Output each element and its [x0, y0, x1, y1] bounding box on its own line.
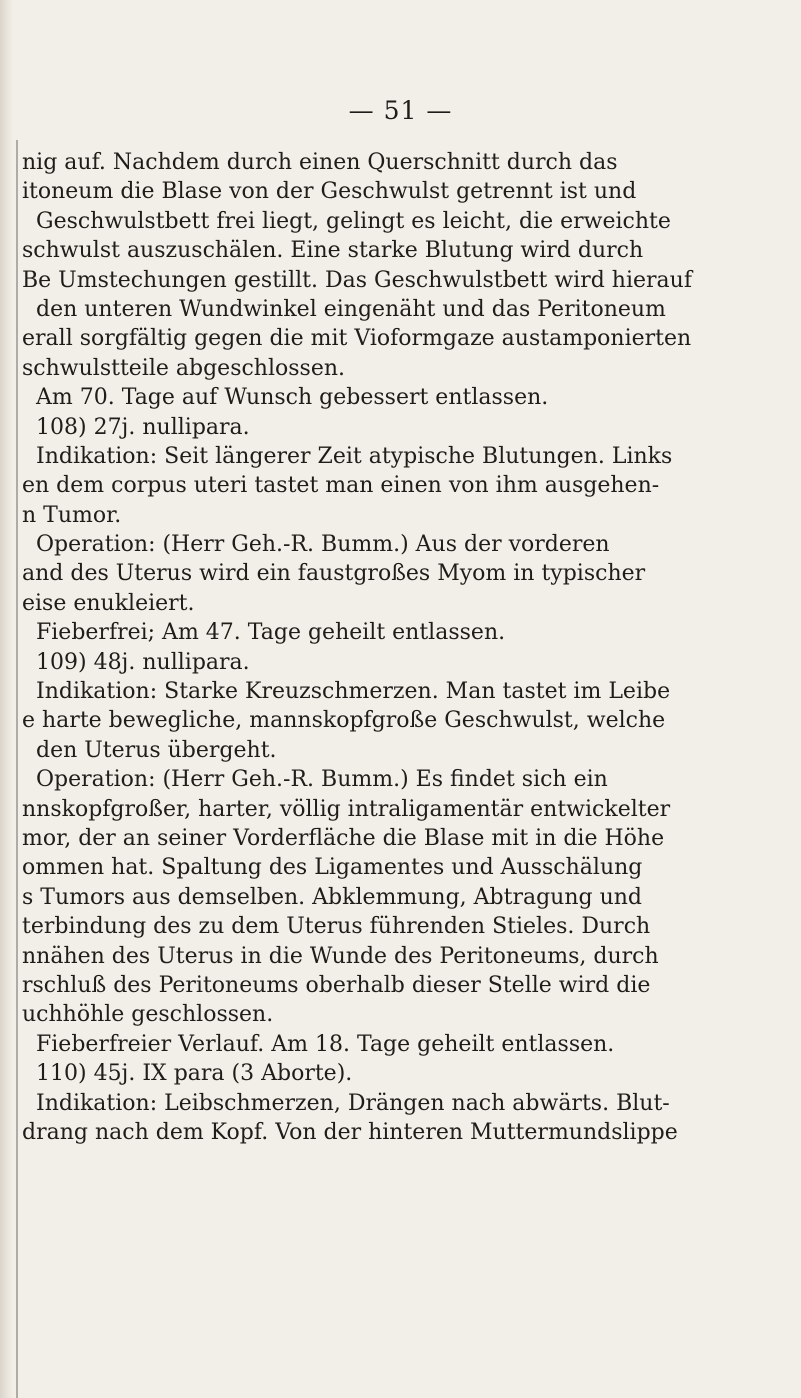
binding-edge-line: [16, 140, 18, 1398]
text-line: Am 70. Tage auf Wunsch gebessert entlassen.: [36, 385, 549, 411]
text-line: en dem corpus uteri tastet man einen von ihm ausgehen-: [22, 473, 660, 499]
text-line: Fieberfrei; Am 47. Tage geheilt entlassen.: [36, 620, 506, 646]
text-line: nig auf. Nachdem durch einen Querschnitt durch das: [22, 150, 618, 175]
text-line: terbindung des zu dem Uterus führenden Stieles. Durch: [22, 914, 651, 940]
text-line: nnähen des Uterus in die Wunde des Peritoneums, durch: [22, 943, 659, 969]
text-line: schwulst auszuschälen. Eine starke Blutung wird durch: [22, 238, 644, 264]
text-line: n Tumor.: [22, 502, 122, 528]
text-line: Indikation: Starke Kreuzschmerzen. Man tastet im Leibe: [36, 679, 671, 705]
text-line: erall sorgfältig gegen die mit Vioformgaze austamponierten: [22, 326, 692, 352]
text-line: drang nach dem Kopf. Von der hinteren Muttermundslippe: [22, 1119, 678, 1145]
text-line: Geschwulstbett frei liegt, gelingt es leicht, die erweichte: [36, 208, 671, 234]
text-line: schwulstteile abgeschlossen.: [22, 355, 346, 381]
text-line: itoneum die Blase von der Geschwulst getrennt ist und: [22, 179, 637, 205]
text-line: Be Umstechungen gestillt. Das Geschwulstbett wird hierauf: [22, 267, 692, 293]
text-line: nnskopfgroßer, harter, völlig intraligamentär entwickelter: [22, 796, 671, 822]
text-line: and des Uterus wird ein faustgroßes Myom in typischer: [22, 561, 646, 587]
text-line: den unteren Wundwinkel eingenäht und das Peritoneum: [36, 296, 666, 322]
text-line: 110) 45j. IX para (3 Aborte).: [36, 1061, 353, 1087]
text-line: 108) 27j. nullipara.: [36, 414, 250, 440]
text-line: uchhöhle geschlossen.: [22, 1002, 274, 1028]
text-line: Operation: (Herr Geh.-R. Bumm.) Aus der vorderen: [36, 532, 610, 558]
text-line: eise enukleiert.: [22, 590, 195, 616]
text-line: s Tumors aus demselben. Abklemmung, Abtragung und: [22, 884, 643, 910]
text-line: Indikation: Seit längerer Zeit atypische Blutungen. Links: [36, 443, 673, 469]
text-line: Indikation: Leibschmerzen, Drängen nach abwärts. Blut-: [36, 1090, 670, 1116]
text-line: ommen hat. Spaltung des Ligamentes und Ausschälung: [22, 855, 643, 881]
text-line: Fieberfreier Verlauf. Am 18. Tage geheilt entlassen.: [36, 1031, 615, 1057]
text-line: den Uterus übergeht.: [36, 737, 277, 763]
text-line: e harte bewegliche, mannskopfgroße Geschwulst, welche: [22, 708, 666, 734]
text-line: mor, der an seiner Vorderfläche die Blase mit in die Höhe: [22, 825, 665, 851]
text-line: rschluß des Peritoneums oberhalb dieser Stelle wird die: [22, 972, 651, 998]
body-text: [22, 148, 792, 1147]
page-gutter-shadow: [0, 0, 14, 1398]
text-line: 109) 48j. nullipara.: [36, 649, 250, 675]
page-number-header: — 51 —: [348, 96, 453, 125]
text-line: Operation: (Herr Geh.-R. Bumm.) Es findet sich ein: [36, 767, 608, 793]
